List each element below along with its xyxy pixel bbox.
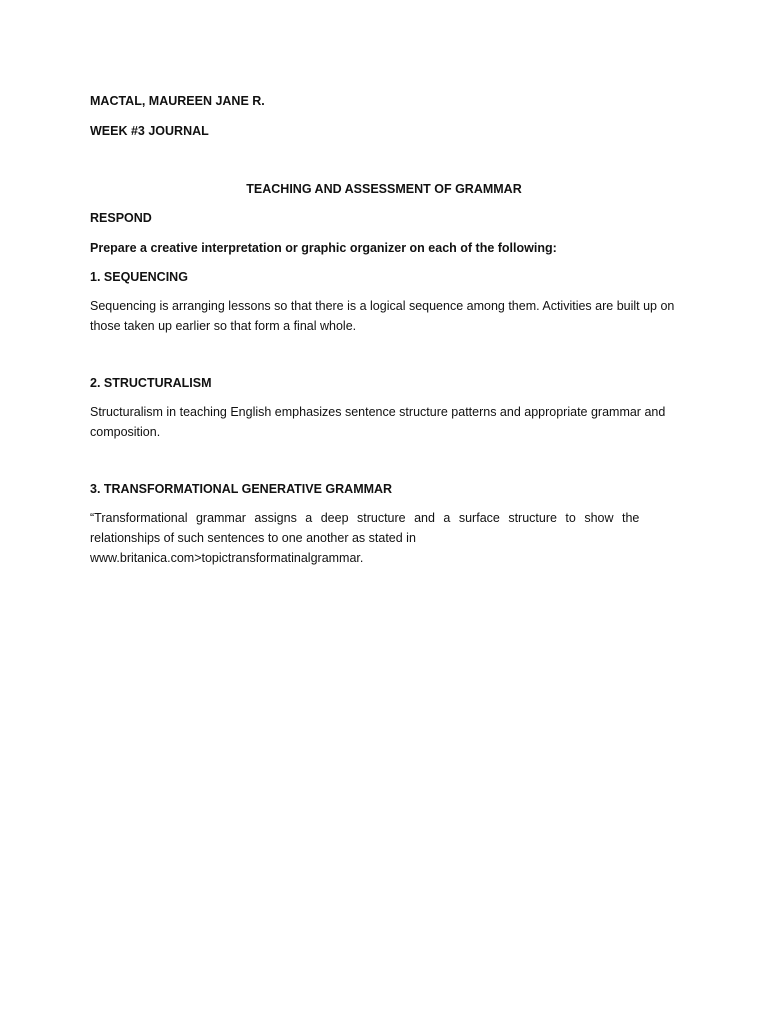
quote-line-3: www.britanica.com>topictransformatinalgrammar. xyxy=(90,551,364,565)
document-title: TEACHING AND ASSESSMENT OF GRAMMAR xyxy=(246,182,522,196)
quote-line-2: relationships of such sentences to one another as stated in xyxy=(90,531,416,545)
section-body-structuralism: Structuralism in teaching English emphasizes sentence structure patterns and appropriate grammar and composition. xyxy=(90,405,666,439)
section-heading-transformational: 3. TRANSFORMATIONAL GENERATIVE GRAMMAR xyxy=(90,482,393,496)
section-heading-sequencing: 1. SEQUENCING xyxy=(90,270,188,284)
author-name: MACTAL, MAUREEN JANE R. xyxy=(90,94,265,108)
section-body-sequencing: Sequencing is arranging lessons so that there is a logical sequence among them. Activities are built up on those taken up earlier so that form a final whole. xyxy=(90,299,675,333)
instruction-prompt: Prepare a creative interpretation or graphic organizer on each of the following: xyxy=(90,241,557,255)
respond-heading: RESPOND xyxy=(90,211,152,225)
quote-line-1: “Transformational grammar assigns a deep structure and a surface structure to show the xyxy=(90,511,640,525)
section-body-transformational xyxy=(90,508,640,568)
section-heading-structuralism: 2. STRUCTURALISM xyxy=(90,376,212,390)
journal-label: WEEK #3 JOURNAL xyxy=(90,124,209,138)
